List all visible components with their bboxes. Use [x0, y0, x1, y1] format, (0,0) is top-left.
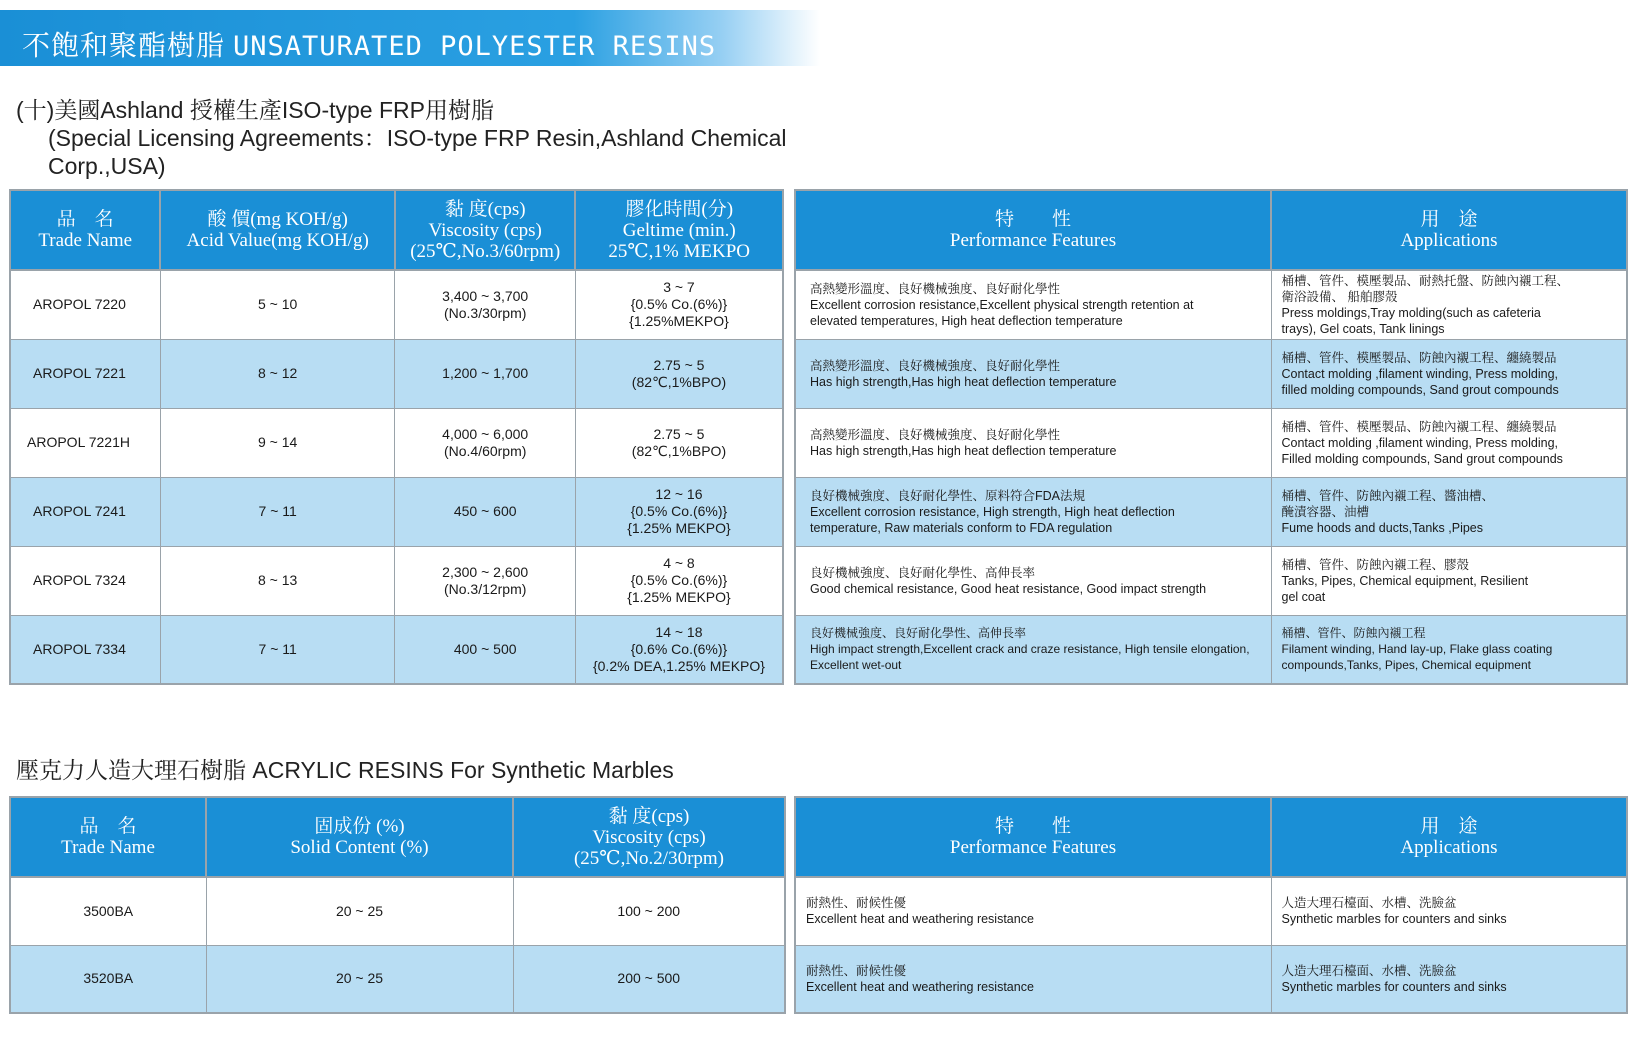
viscosity-cell: 1,200 ~ 1,700 [395, 339, 575, 408]
applications-cell: 桶槽、管件、模壓製品、防蝕內襯工程、纏繞製品 Contact molding ,filament winding, Press molding, Filled molding compounds, Sand grout compounds [1271, 408, 1627, 477]
performance-cell: 良好機械強度、良好耐化學性、原料符合FDA法規 Excellent corrosion resistance, High strength, High heat deflection temperature, Raw materials conform to FDA regulation [795, 477, 1271, 546]
viscosity-cell: 2,300 ~ 2,600 (No.3/12rpm) [395, 546, 575, 615]
trade-name-cell: AROPOL 7220 [10, 270, 160, 339]
applications-cell: 桶槽、管件、防蝕內襯工程、醬油槽、 醃漬容器、油槽 Fume hoods and ducts,Tanks ,Pipes [1271, 477, 1627, 546]
performance-cell: 良好機械強度、良好耐化學性、高伸長率 High impact strength,Excellent crack and craze resistance, High tensile elongation, Excellent wet-out [795, 615, 1271, 684]
trade-name-cell: 3500BA [10, 877, 206, 945]
performance-cell: 高熱變形溫度、良好機械強度、良好耐化學性 Excellent corrosion resistance,Excellent physical strength retention at elevated temperatures, High heat deflection temperature [795, 270, 1271, 339]
geltime-cell: 12 ~ 16 {0.5% Co.(6%)} {1.25% MEKPO} [575, 477, 783, 546]
section1-subheading: (Special Licensing Agreements：ISO-type FRP Resin,Ashland Chemical Corp.,USA) [48, 125, 787, 179]
header-applications: 用 途 Applications [1271, 190, 1627, 270]
header-viscosity: 黏 度(cps) Viscosity (cps) (25℃,No.2/30rpm) [513, 797, 785, 877]
performance-cell: 高熱變形溫度、良好機械強度、良好耐化學性 Has high strength,Has high heat deflection temperature [795, 408, 1271, 477]
header-viscosity: 黏 度(cps) Viscosity (cps) (25℃,No.3/60rpm) [395, 190, 575, 270]
header-performance: 特 性 Performance Features [795, 797, 1271, 877]
acid-value-cell: 8 ~ 12 [160, 339, 395, 408]
trade-name-cell: 3520BA [10, 945, 206, 1013]
performance-cell: 良好機械強度、良好耐化學性、高伸長率 Good chemical resistance, Good heat resistance, Good impact strength [795, 546, 1271, 615]
header-geltime: 膠化時間(分) Geltime (min.) 25℃,1% MEKPO [575, 190, 783, 270]
trade-name-cell: AROPOL 7324 [10, 546, 160, 615]
header-applications: 用 途 Applications [1271, 797, 1627, 877]
page-banner [0, 10, 820, 66]
viscosity-cell: 4,000 ~ 6,000 (No.4/60rpm) [395, 408, 575, 477]
acid-value-cell: 7 ~ 11 [160, 477, 395, 546]
geltime-cell: 2.75 ~ 5 (82℃,1%BPO) [575, 339, 783, 408]
table-row [795, 408, 1627, 477]
applications-cell: 桶槽、管件、模壓製品、防蝕內襯工程、纏繞製品 Contact molding ,filament winding, Press molding, filled molding compounds, Sand grout compounds [1271, 339, 1627, 408]
table-row [795, 945, 1627, 1013]
viscosity-cell: 200 ~ 500 [513, 945, 785, 1013]
table-row [10, 945, 785, 1013]
resin-features-table [794, 189, 1628, 685]
viscosity-cell: 3,400 ~ 3,700 (No.3/30rpm) [395, 270, 575, 339]
geltime-cell: 14 ~ 18 {0.6% Co.(6%)} {0.2% DEA,1.25% MEKPO} [575, 615, 783, 684]
header-performance: 特 性 Performance Features [795, 190, 1271, 270]
section1-heading: (十)美國Ashland 授權生產ISO-type FRP用樹脂 [16, 97, 494, 123]
performance-cell: 耐熱性、耐候性優 Excellent heat and weathering resistance [795, 945, 1271, 1013]
table-row [795, 477, 1627, 546]
performance-cell: 耐熱性、耐候性優 Excellent heat and weathering resistance [795, 877, 1271, 945]
header-acid-value: 酸 價(mg KOH/g) Acid Value(mg KOH/g) [160, 190, 395, 270]
table-row [10, 615, 783, 684]
applications-cell: 人造大理石檯面、水槽、洗臉盆 Synthetic marbles for counters and sinks [1271, 877, 1627, 945]
trade-name-cell: AROPOL 7241 [10, 477, 160, 546]
acid-value-cell: 8 ~ 13 [160, 546, 395, 615]
applications-cell: 桶槽、管件、防蝕內襯工程 Filament winding, Hand lay-up, Flake glass coating compounds,Tanks, Pipes, Chemical equipment [1271, 615, 1627, 684]
table-row [10, 877, 785, 945]
viscosity-cell: 100 ~ 200 [513, 877, 785, 945]
solid-content-cell: 20 ~ 25 [206, 877, 513, 945]
table-row [795, 339, 1627, 408]
acid-value-cell: 9 ~ 14 [160, 408, 395, 477]
acid-value-cell: 5 ~ 10 [160, 270, 395, 339]
header-trade-name: 品 名 Trade Name [10, 190, 160, 270]
table-row [795, 546, 1627, 615]
applications-cell: 桶槽、管件、模壓製品、耐熱托盤、防蝕內襯工程、 衛浴設備、 船舶膠殼 Press moldings,Tray molding(such as cafeteria trays), Gel coats, Tank linings [1271, 270, 1627, 339]
table-row [795, 270, 1627, 339]
resin-specs-table [9, 189, 784, 685]
applications-cell: 桶槽、管件、防蝕內襯工程、膠殼 Tanks, Pipes, Chemical equipment, Resilient gel coat [1271, 546, 1627, 615]
table-row [10, 477, 783, 546]
solid-content-cell: 20 ~ 25 [206, 945, 513, 1013]
acrylic-specs-table [9, 796, 786, 1014]
table-row [10, 546, 783, 615]
table-row [795, 877, 1627, 945]
acid-value-cell: 7 ~ 11 [160, 615, 395, 684]
applications-cell: 人造大理石檯面、水槽、洗臉盆 Synthetic marbles for counters and sinks [1271, 945, 1627, 1013]
header-trade-name: 品 名 Trade Name [10, 797, 206, 877]
geltime-cell: 4 ~ 8 {0.5% Co.(6%)} {1.25% MEKPO} [575, 546, 783, 615]
geltime-cell: 3 ~ 7 {0.5% Co.(6%)} {1.25%MEKPO} [575, 270, 783, 339]
acrylic-features-table [794, 796, 1628, 1014]
viscosity-cell: 400 ~ 500 [395, 615, 575, 684]
viscosity-cell: 450 ~ 600 [395, 477, 575, 546]
trade-name-cell: AROPOL 7334 [10, 615, 160, 684]
table-row [10, 408, 783, 477]
banner-title-en: UNSATURATED POLYESTER RESINS [233, 31, 717, 62]
performance-cell: 高熱變形溫度、良好機械強度、良好耐化學性 Has high strength,Has high heat deflection temperature [795, 339, 1271, 408]
trade-name-cell: AROPOL 7221H [10, 408, 160, 477]
geltime-cell: 2.75 ~ 5 (82℃,1%BPO) [575, 408, 783, 477]
section2-heading: 壓克力人造大理石樹脂 ACRYLIC RESINS For Synthetic Marbles [16, 757, 674, 783]
trade-name-cell: AROPOL 7221 [10, 339, 160, 408]
table-row [795, 615, 1627, 684]
banner-title [22, 24, 716, 64]
table-row [10, 270, 783, 339]
banner-title-zh: 不飽和聚酯樹脂 [22, 30, 226, 61]
table-row [10, 339, 783, 408]
header-solid-content: 固成份 (%) Solid Content (%) [206, 797, 513, 877]
